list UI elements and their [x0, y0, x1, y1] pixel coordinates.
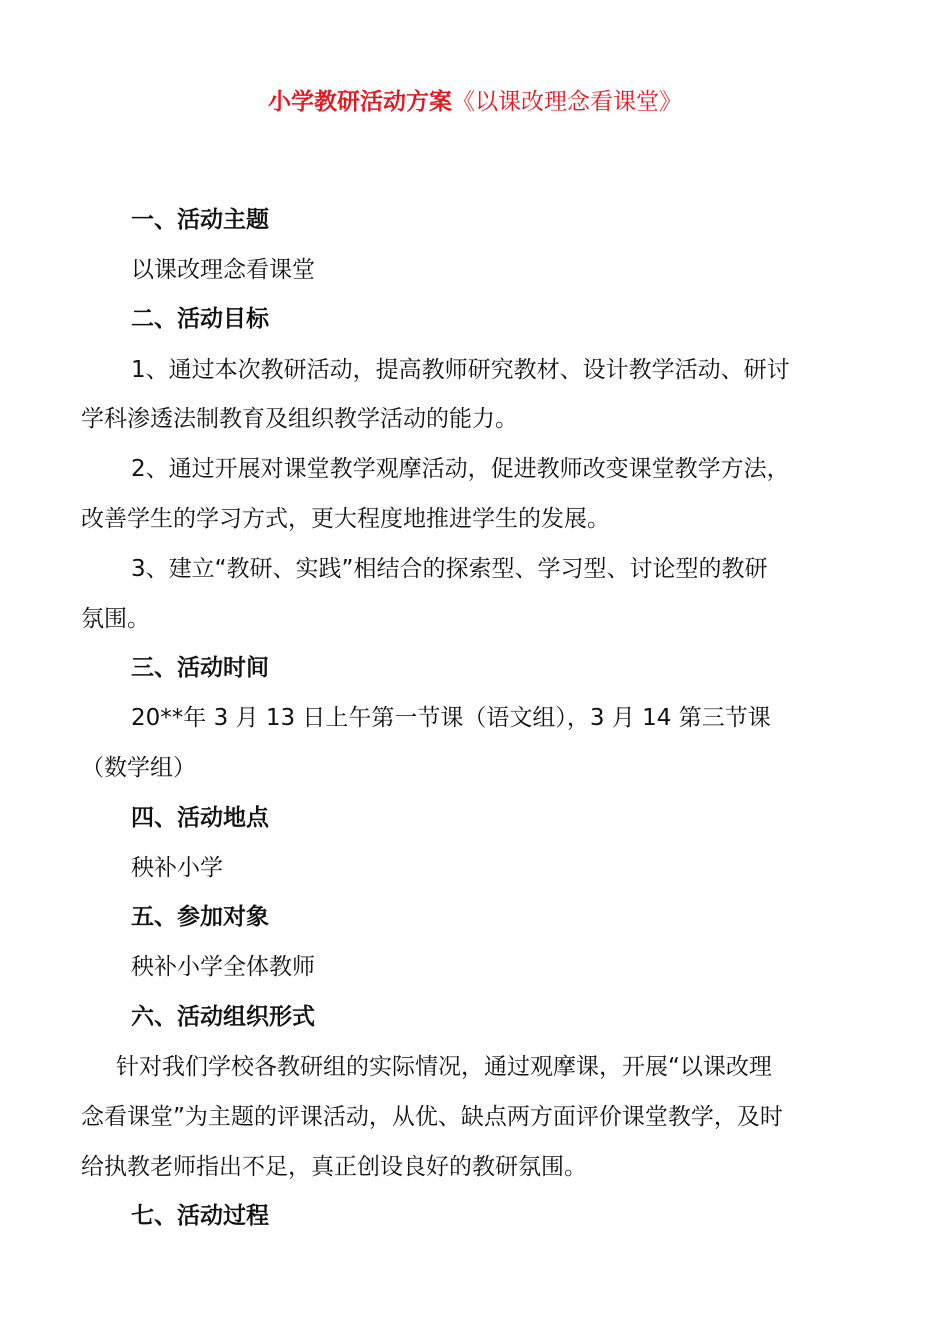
section-text-theme: 以课改理念看课堂 [131, 257, 315, 283]
title-main: 小学教研活动方案 [268, 89, 452, 115]
goal-3-line-2: 氛围。 [81, 606, 150, 632]
document-title [0, 86, 950, 118]
section-heading-location: 四、活动地点 [131, 805, 269, 831]
section-heading-time: 三、活动时间 [131, 655, 269, 681]
section-heading-goals: 二、活动目标 [131, 306, 269, 332]
participants-text: 秧补小学全体教师 [131, 954, 315, 980]
time-line-1: 20**年 3 月 13 日上午第一节课（语文组），3 月 14 第三节课 [131, 705, 771, 731]
location-text: 秧补小学 [131, 855, 223, 881]
title-sub: 《以课改理念看课堂》 [452, 89, 682, 115]
format-line-3: 给执教老师指出不足，真正创设良好的教研氛围。 [81, 1154, 587, 1180]
goal-1-line-1: 1、通过本次教研活动，提高教师研究教材、设计教学活动、研讨 [131, 357, 790, 383]
time-line-2: （数学组） [81, 755, 196, 781]
section-heading-process: 七、活动过程 [131, 1203, 269, 1229]
goal-3-line-1: 3、建立“教研、实践”相结合的探索型、学习型、讨论型的教研 [131, 556, 768, 582]
goal-1-line-2: 学科渗透法制教育及组织教学活动的能力。 [81, 406, 518, 432]
format-line-2: 念看课堂”为主题的评课活动，从优、缺点两方面评价课堂教学，及时 [81, 1104, 783, 1130]
format-line-1: 针对我们学校各教研组的实际情况，通过观摩课，开展“以课改理 [116, 1054, 772, 1080]
goal-2-line-2: 改善学生的学习方式，更大程度地推进学生的发展。 [81, 506, 610, 532]
section-heading-format: 六、活动组织形式 [131, 1004, 315, 1030]
goal-2-line-1: 2、通过开展对课堂教学观摩活动，促进教师改变课堂教学方法， [131, 456, 790, 482]
section-heading-theme: 一、活动主题 [131, 207, 269, 233]
section-heading-participants: 五、参加对象 [131, 904, 269, 930]
